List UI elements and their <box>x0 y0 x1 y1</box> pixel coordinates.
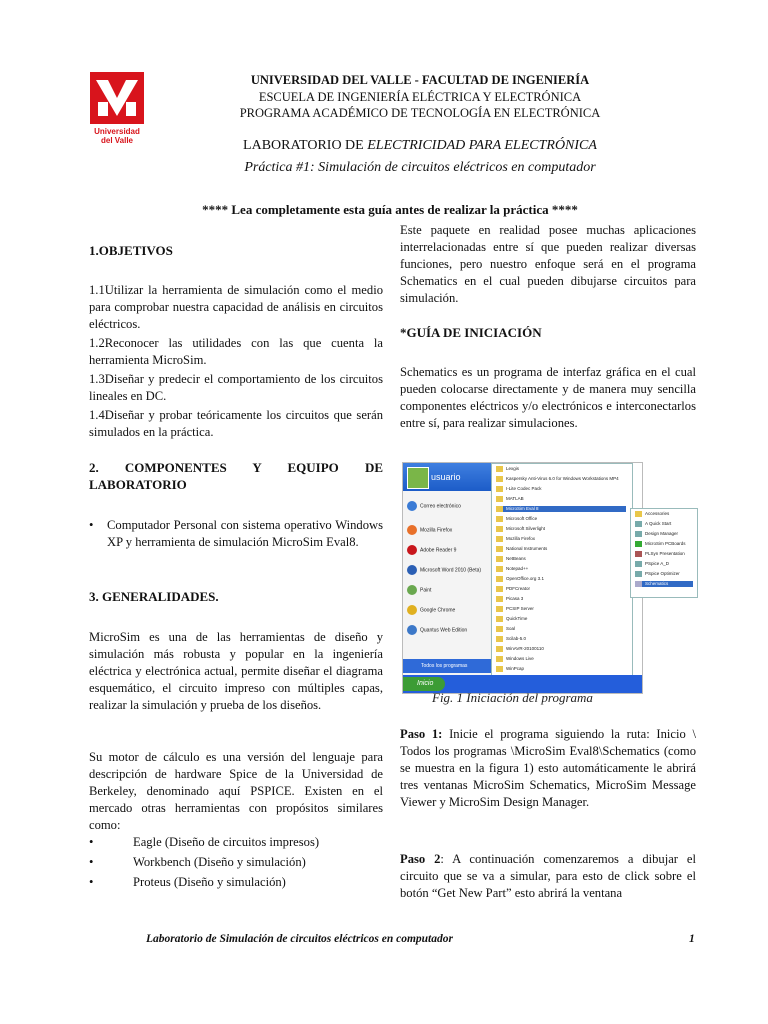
folder-icon <box>496 626 503 632</box>
folder-icon <box>496 596 503 602</box>
menu-item[interactable]: PDFCreator <box>496 586 530 592</box>
pinned-item[interactable]: Google Chrome <box>407 605 455 615</box>
menu-item[interactable]: Notepad++ <box>496 566 528 572</box>
folder-icon <box>496 546 503 552</box>
app-icon <box>635 521 642 527</box>
app-icon <box>635 571 642 577</box>
folder-icon <box>496 496 503 502</box>
menu-item-microsim[interactable]: MicroSim Eval 8 <box>496 506 626 512</box>
menu-item[interactable]: WinPcap <box>496 666 524 672</box>
menu-item[interactable]: Windows Live <box>496 656 534 662</box>
objetivo-1: 1.1Utilizar la herramienta de simulación como el medio para comprobar nuestra capacidad de análisis en circuitos eléctricos. <box>89 283 383 331</box>
menu-item[interactable]: OpenOffice.org 3.1 <box>496 576 544 582</box>
menu-item[interactable]: WinAVR-20100110 <box>496 646 544 652</box>
list-item: • Eagle (Diseño de circuitos impresos) <box>89 832 383 852</box>
list-item: • Proteus (Diseño y simulación) <box>89 872 383 892</box>
menu-item[interactable]: QuickTime <box>496 616 527 622</box>
folder-icon <box>496 646 503 652</box>
list-item: • Workbench (Diseño y simulación) <box>89 852 383 872</box>
submenu-item[interactable]: Design Manager <box>635 531 678 537</box>
folder-icon <box>496 566 503 572</box>
school-heading: ESCUELA DE INGENIERÍA ELÉCTRICA Y ELECTRÓNICA <box>258 90 582 104</box>
menu-item[interactable]: Mozilla Firefox <box>496 536 535 542</box>
pinned-item[interactable]: Quantus Web Edition <box>407 625 467 635</box>
program-heading: PROGRAMA ACADÉMICO DE TECNOLOGÍA EN ELECTRÓNICA <box>239 106 601 120</box>
folder-icon <box>496 556 503 562</box>
tools-list <box>89 832 383 892</box>
menu-item[interactable]: Lexgis <box>496 466 519 472</box>
submenu-item[interactable]: A Quick Start <box>635 521 671 527</box>
paso-1 <box>400 726 696 811</box>
pinned-item[interactable]: Paint <box>407 585 431 595</box>
app-icon <box>635 551 642 557</box>
paso-2-text: : A continuación comenzaremos a dibujar el circuito que se va a simular, para esto de click sobre el botón “Get New Part” esto abrirá la ventana <box>400 852 696 900</box>
folder-icon <box>496 606 503 612</box>
menu-item[interactable]: MATLAB <box>496 496 524 502</box>
all-programs-button[interactable]: Todos los programas <box>403 659 493 673</box>
generalidades-title: 3. GENERALIDADES. <box>89 589 219 604</box>
intro-paragraph: Este paquete en realidad posee muchas aplicaciones interrelacionadas entre sí que pueden realizar diversas funciones, pero nuestro enfoque será en el programa Schematics en el cual pueden dibujarse circuitos para simulación. <box>400 223 696 305</box>
lab-title <box>150 138 690 154</box>
footer-text: Laboratorio de Simulación de circuitos eléctricos en computador <box>146 933 453 945</box>
schematics-icon <box>635 581 642 587</box>
logo-text-2: del Valle <box>100 136 134 145</box>
paso-2-label: Paso 2 <box>400 852 441 866</box>
folder-icon <box>496 616 503 622</box>
gen-paragraph-2: Su motor de cálculo es una versión del lenguaje para descripción de hardware Spice de la Universidad de Berkeley, denominado aquí PSPICE. Existen en el mercado otras herramientas con propósitos similares como: <box>89 750 383 832</box>
lab-prefix: LABORATORIO DE <box>243 138 368 153</box>
user-avatar <box>407 467 429 489</box>
menu-item[interactable]: NetBeans <box>496 556 526 562</box>
menu-item[interactable]: Kaspersky Anti-Virus 6.0 for Windows Workstations MP4 <box>496 476 619 482</box>
submenu-item[interactable]: PSpice Optimizer <box>635 571 680 577</box>
menu-item[interactable]: I-Lite Codec Pack <box>496 486 542 492</box>
gen-paragraph-1: MicroSim es una de las herramientas de diseño y simulación más robusta y popular en la ingeniería eléctrica y electrónica actual, permite diseñar el diagrama esquemático, el circuito impreso con múltiples capas, realizar la simulación y prueba de los diseños. <box>89 630 383 712</box>
pinned-item[interactable]: Correo electrónico <box>407 501 461 511</box>
folder-icon <box>635 511 642 517</box>
chrome-icon <box>407 605 417 615</box>
componentes-title: 2. COMPONENTES Y EQUIPO DE <box>89 460 383 475</box>
lab-subject: ELECTRICIDAD PARA ELECTRÓNICA <box>367 138 597 153</box>
submenu-item[interactable]: PLSyn Presentation <box>635 551 685 557</box>
programs-menu <box>491 463 633 677</box>
objetivos-title: 1.OBJETIVOS <box>89 243 173 258</box>
objetivo-2: 1.2Reconocer las utilidades con las que cuenta la herramienta MicroSim. <box>89 336 383 367</box>
university-logo <box>90 72 144 150</box>
university-heading: UNIVERSIDAD DEL VALLE - FACULTAD DE INGENIERÍA <box>250 73 590 87</box>
objetivo-3: 1.3Diseñar y predecir el comportamiento de los circuitos lineales en DC. <box>89 372 383 403</box>
pinned-item[interactable]: Microsoft Word 2010 (Beta) <box>407 565 481 575</box>
practice-title: Práctica #1: Simulación de circuitos eléctricos en computador <box>244 160 596 175</box>
start-button[interactable]: Inicio <box>403 677 445 691</box>
guia-title: *GUÍA DE INICIACIÓN <box>400 325 542 340</box>
paso-2 <box>400 851 696 902</box>
folder-icon <box>496 656 503 662</box>
menu-item[interactable]: Scilab-5.0 <box>496 636 526 642</box>
guia-paragraph: Schematics es un programa de interfaz gráfica en el cual pueden colocarse directamente y de manera muy sencilla componentes eléctricos y/o electrónicos e interconectarlos entre sí, para realizar simulaciones. <box>400 365 696 430</box>
app-icon <box>407 625 417 635</box>
submenu-item[interactable]: Accessories <box>635 511 669 517</box>
page-number: 1 <box>689 933 695 945</box>
app-icon <box>635 561 642 567</box>
paso-1-label: Paso 1: <box>400 727 443 741</box>
start-menu-screenshot <box>402 462 643 694</box>
objetivo-4: 1.4Diseñar y probar teóricamente los circuitos que serán simulados en la práctica. <box>89 408 383 439</box>
app-icon <box>635 541 642 547</box>
submenu-item[interactable]: PSpice A_D <box>635 561 669 567</box>
menu-item[interactable]: Microsoft Office <box>496 516 537 522</box>
folder-icon <box>496 576 503 582</box>
folder-icon <box>496 526 503 532</box>
objetivos-list <box>89 282 383 441</box>
firefox-icon <box>407 525 417 535</box>
menu-item[interactable]: Soal <box>496 626 515 632</box>
menu-item[interactable]: Microsoft Silverlight <box>496 526 545 532</box>
pinned-item[interactable]: Adobe Reader 9 <box>407 545 456 555</box>
folder-icon <box>496 666 503 672</box>
menu-item[interactable]: PCSIP Server <box>496 606 534 612</box>
list-item: • Computador Personal con sistema operativo Windows XP y herramienta de simulación MicroSim Eval8. <box>89 517 383 551</box>
menu-item[interactable]: National Instruments <box>496 546 547 552</box>
start-menu-header <box>403 463 493 491</box>
folder-icon <box>496 516 503 522</box>
start-menu-left-pane <box>403 463 493 693</box>
folder-icon <box>496 466 503 472</box>
submenu-item-schematics[interactable]: Schematics <box>635 581 693 587</box>
mail-icon <box>407 501 417 511</box>
folder-icon <box>496 486 503 492</box>
word-icon <box>407 565 417 575</box>
folder-icon <box>496 636 503 642</box>
paso-1-text: Inicie el programa siguiendo la ruta: Inicio \ Todos los programas \MicroSim Eval8\Schematics (como se muestra en la figura 1) esto automáticamente le abrirá tres ventanas MicroSim Schematics, MicroSim Message Viewer y MicroSim Design Manager. <box>400 727 697 809</box>
pdf-icon <box>407 545 417 555</box>
microsim-submenu-panel <box>630 508 698 598</box>
logo-text: Universidad <box>94 127 140 136</box>
folder-icon <box>496 586 503 592</box>
warning-banner: **** Lea completamente esta guía antes de realizar la práctica **** <box>202 202 578 217</box>
pinned-item[interactable]: Mozilla Firefox <box>407 525 452 535</box>
folder-icon <box>496 476 503 482</box>
user-name: usuario <box>431 472 461 482</box>
menu-item[interactable]: Picasa 3 <box>496 596 523 602</box>
figure-caption: Fig. 1 Iniciación del programa <box>432 690 593 705</box>
submenu-item[interactable]: MicroSim PCBoards <box>635 541 686 547</box>
folder-icon <box>496 536 503 542</box>
paint-icon <box>407 585 417 595</box>
componentes-list <box>89 517 383 551</box>
app-icon <box>635 531 642 537</box>
componentes-title-2: LABORATORIO <box>89 477 187 492</box>
folder-icon <box>496 506 503 512</box>
